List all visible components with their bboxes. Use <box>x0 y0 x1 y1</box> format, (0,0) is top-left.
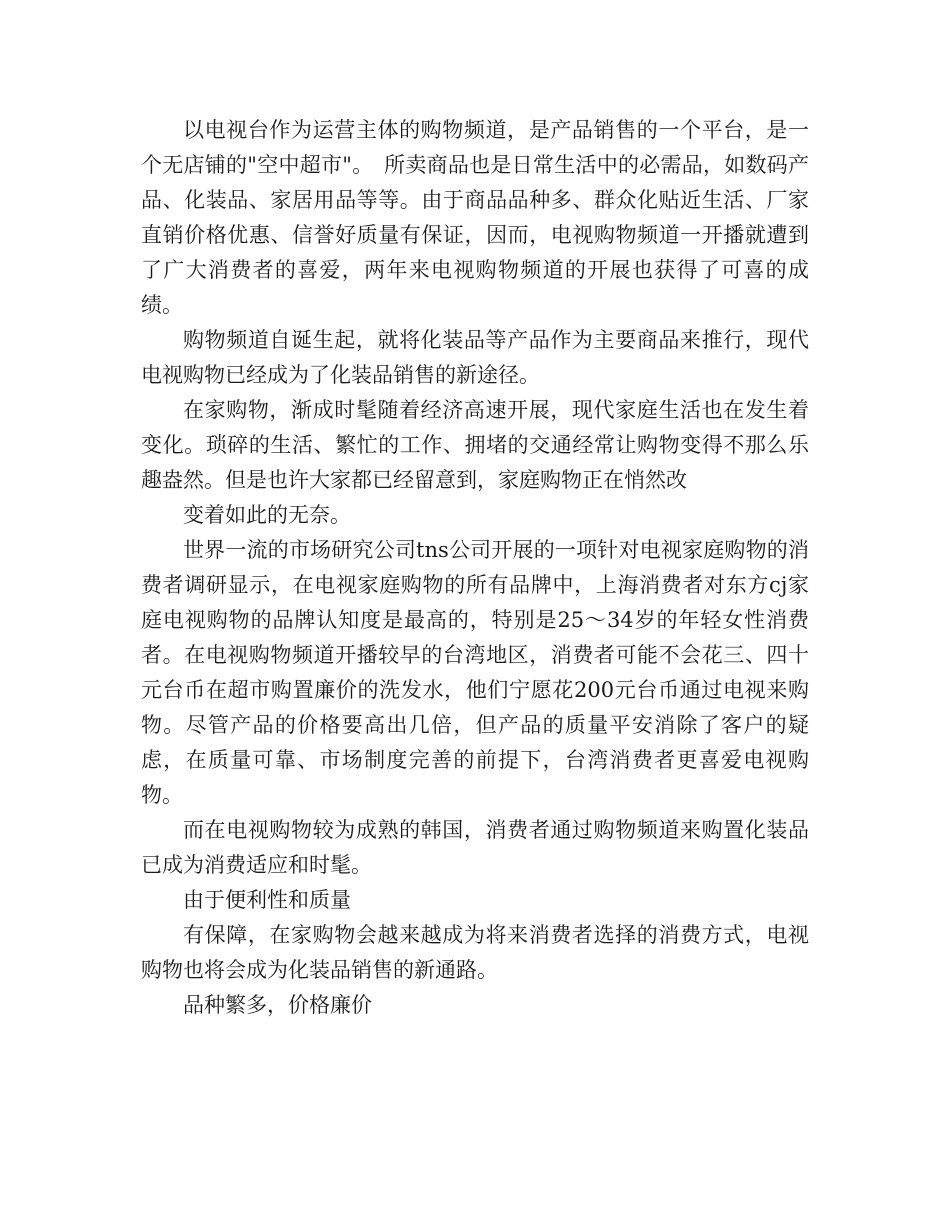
paragraph: 由于便利性和质量 <box>183 888 351 912</box>
paragraph: 有保障，在家购物会越来越成为将来消费者选择的消费方式，电视购物也将会成为化装品销售的新通路。 <box>141 923 809 982</box>
paragraph: 变着如此的无奈。 <box>183 503 351 527</box>
paragraph: 品种繁多，价格廉价 <box>183 993 372 1017</box>
paragraph: 世界一流的市场研究公司tns公司开展的一项针对电视家庭购物的消费者调研显示，在电视家庭购物的所有品牌中，上海消费者对东方cj家庭电视购物的品牌认知度是最高的，特别是25～34岁的年轻女性消费者。在电视购物频道开播较早的台湾地区，消费者可能不会花三、四十元台币在超市购置廉价的洗发水，他们宁愿花200元台币通过电视来购物。尽管产品的价格要高出几倍，但产品的质量平安消除了客户的疑虑，在质量可靠、市场制度完善的前提下，台湾消费者更喜爱电视购物。 <box>141 538 809 807</box>
paragraph: 在家购物，渐成时髦随着经济高速开展，现代家庭生活也在发生着变化。琐碎的生活、繁忙的工作、拥堵的交通经常让购物变得不那么乐趣盎然。但是也许大家都已经留意到，家庭购物正在悄然改 <box>141 398 809 492</box>
paragraph: 以电视台作为运营主体的购物频道，是产品销售的一个平台，是一个无店铺的"空中超市"。 所卖商品也是日常生活中的必需品，如数码产品、化装品、家居用品等等。由于商品品种多、群众化贴近生活、厂家直销价格优惠、信誉好质量有保证，因而，电视购物频道一开播就遭到了广大消费者的喜爱，两年来电视购物频道的开展也获得了可喜的成绩。 <box>141 118 809 317</box>
document-body <box>141 113 809 1023</box>
paragraph: 而在电视购物较为成熟的韩国，消费者通过购物频道来购置化装品已成为消费适应和时髦。 <box>141 818 809 877</box>
paragraph: 购物频道自诞生起，就将化装品等产品作为主要商品来推行，现代电视购物已经成为了化装品销售的新途径。 <box>141 328 809 387</box>
